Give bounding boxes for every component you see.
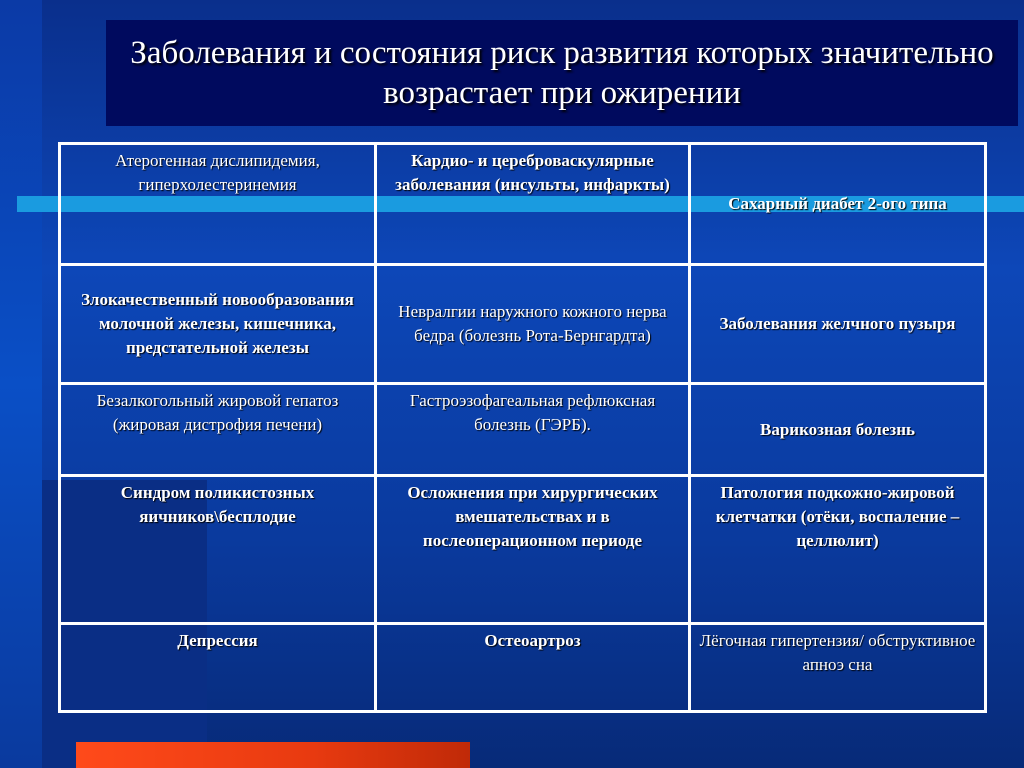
table-cell: Злокачественный новообразования молочной железы, кишечника, предстательной железы bbox=[60, 265, 376, 384]
table-row bbox=[60, 265, 986, 384]
left-decor-stripe bbox=[0, 0, 42, 768]
table-cell: Варикозная болезнь bbox=[690, 384, 986, 476]
table-row bbox=[60, 384, 986, 476]
table-cell: Атерогенная дислипидемия, гиперхолестеринемия bbox=[60, 144, 376, 265]
table-cell: Безалкогольный жировой гепатоз (жировая дистрофия печени) bbox=[60, 384, 376, 476]
table-cell: Синдром поликистозных яичников\бесплодие bbox=[60, 476, 376, 624]
table-cell: Лёгочная гипертензия/ обструктивное апноэ сна bbox=[690, 624, 986, 712]
conditions-table bbox=[58, 142, 984, 710]
table-cell: Заболевания желчного пузыря bbox=[690, 265, 986, 384]
table-cell: Патология подкожно-жировой клетчатки (отёки, воспаление – целлюлит) bbox=[690, 476, 986, 624]
table-row bbox=[60, 144, 986, 265]
slide-title: Заболевания и состояния риск развития которых значительно возрастает при ожирении bbox=[130, 35, 994, 111]
red-decor-bar bbox=[76, 742, 470, 768]
table-row bbox=[60, 476, 986, 624]
table-cell: Остеоартроз bbox=[376, 624, 690, 712]
table-cell: Невралгии наружного кожного нерва бедра (болезнь Рота-Бернгардта) bbox=[376, 265, 690, 384]
table-cell: Кардио- и цереброваскулярные заболевания (инсульты, инфаркты) bbox=[376, 144, 690, 265]
table-cell: Осложнения при хирургических вмешательствах и в послеоперационном периоде bbox=[376, 476, 690, 624]
table-row bbox=[60, 624, 986, 712]
table-cell: Депрессия bbox=[60, 624, 376, 712]
table-cell: Гастроэзофагеальная рефлюксная болезнь (ГЭРБ). bbox=[376, 384, 690, 476]
title-banner bbox=[106, 20, 1018, 126]
table-cell: Сахарный диабет 2-ого типа bbox=[690, 144, 986, 265]
